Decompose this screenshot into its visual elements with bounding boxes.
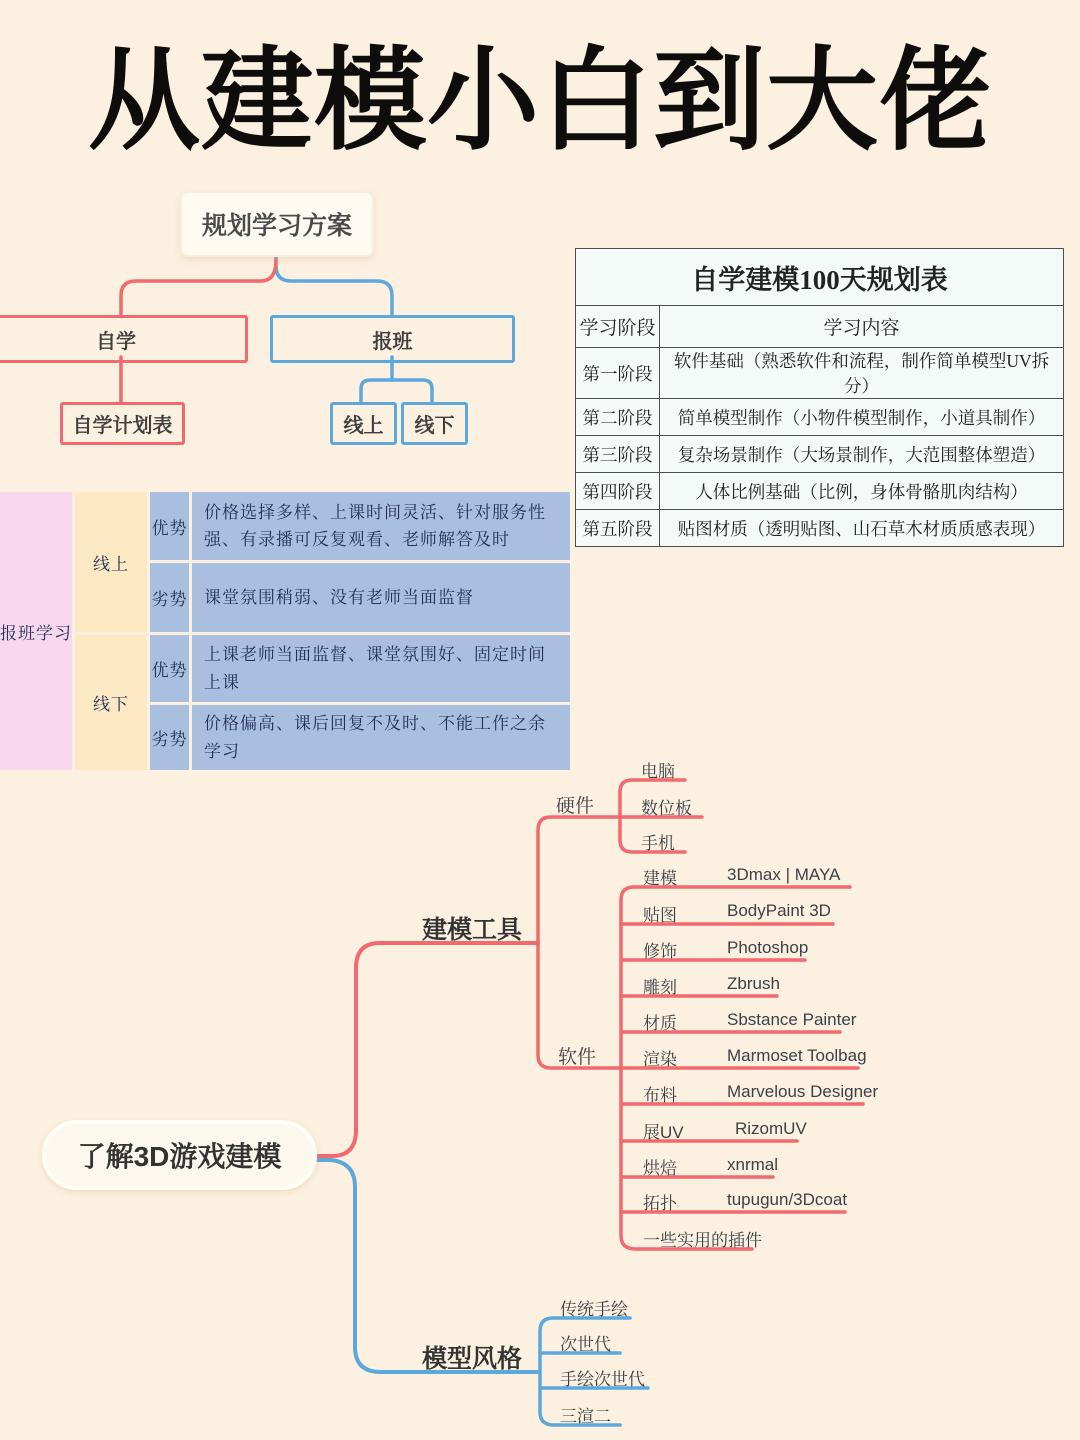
mindmap-sw-item-label: 材质 (643, 1014, 677, 1033)
page-title: 从建模小白到大佬 (88, 38, 992, 163)
compare-rowheader-label: 报班学习 (0, 623, 72, 643)
plan-table-cell-content: 复杂场景制作（大场景制作，大范围整体塑造） (660, 436, 1064, 473)
compare-group-online-label: 线上 (93, 554, 129, 574)
plan-table-cell-stage: 第四阶段 (576, 473, 660, 510)
plan-table-title: 自学建模100天规划表 (576, 249, 1064, 306)
mindmap-group-hardware: 硬件 (556, 796, 595, 817)
flow-node-root (180, 191, 374, 257)
plan-table-cell-stage: 第二阶段 (576, 399, 660, 436)
mindmap-sw-item-value: Marvelous Designer (727, 1082, 879, 1101)
compare-label-cell (150, 492, 189, 560)
flow-node-offline (401, 402, 468, 445)
flow-line-root-to-enroll (276, 248, 392, 314)
mindmap-sw-item-label: 雕刻 (643, 978, 677, 997)
plan-table-header-content: 学习内容 (660, 306, 1064, 348)
mindmap-root-label: 了解3D游戏建模 (77, 1141, 282, 1172)
flow-node-self-study-label: 自学 (96, 330, 136, 353)
compare-text-cell (192, 492, 570, 560)
mindmap-sw-item-label: 烘焙 (643, 1159, 677, 1178)
mindmap-style-item: 三渲二 (560, 1407, 611, 1426)
compare-group-offline-cell (75, 635, 147, 770)
mindmap-sw-item-label: 拓扑 (643, 1194, 677, 1213)
flow-node-root-label: 规划学习方案 (201, 212, 352, 240)
plan-table-header-stage: 学习阶段 (576, 306, 660, 348)
mindmap-hw-item: 数位板 (641, 799, 692, 818)
plan-table-cell-stage: 第一阶段 (576, 348, 660, 399)
plan-table-cell-stage: 第三阶段 (576, 436, 660, 473)
compare-text: 价格选择多样、上课时间灵活、针对服务性强、有录播可反复观看、老师解答及时 (204, 502, 546, 549)
mindmap-sw-item-value: Zbrush (727, 974, 780, 993)
mindmap-sw-item-label: 展UV (643, 1123, 684, 1142)
flow-node-enroll-label: 报班 (372, 330, 413, 353)
flow-node-offline-label: 线下 (414, 415, 455, 437)
compare-text-cell (192, 563, 570, 632)
mindmap-sw-item-label: 布料 (643, 1086, 677, 1105)
plan-table-cell-content: 软件基础（熟悉软件和流程，制作简单模型UV拆分） (660, 348, 1064, 399)
mindmap-branch-styles: 模型风格 (421, 1345, 522, 1373)
compare-label: 劣势 (151, 590, 188, 609)
flow-node-self-study-plan-label: 自学计划表 (72, 415, 173, 437)
mindmap-sw-item-value: tupugun/3Dcoat (727, 1190, 848, 1209)
mindmap-sw-item-label: 修饰 (643, 942, 677, 961)
mindmap-sw-item-value: Photoshop (727, 938, 809, 957)
flow-node-self-study-plan (60, 402, 185, 445)
mindmap-sw-item-value: BodyPaint 3D (727, 901, 831, 920)
mindmap-style-item: 次世代 (560, 1335, 611, 1354)
mindmap-sw-item-label: 渲染 (643, 1050, 677, 1069)
mindmap-sw-item-value: 3Dmax | MAYA (727, 865, 841, 884)
compare-text-cell (192, 705, 570, 770)
mindmap-hw-item: 手机 (641, 834, 675, 853)
flow-node-enroll (270, 315, 515, 363)
mind-line-root-to-tools (318, 943, 538, 1156)
plan-table-cell-content: 贴图材质（透明贴图、山石草木材质质感表现） (660, 510, 1064, 547)
plan-table (575, 248, 1064, 547)
compare-text: 上课老师当面监督、课堂氛围好、固定时间上课 (204, 645, 546, 692)
compare-group-online-cell (75, 492, 147, 632)
mindmap-sw-item-label: 贴图 (643, 906, 677, 925)
mindmap-branch-tools: 建模工具 (421, 916, 522, 944)
flow-node-online (330, 402, 397, 445)
compare-label: 劣势 (151, 730, 188, 749)
mindmap-group-software: 软件 (558, 1047, 597, 1068)
flow-node-online-label: 线上 (343, 415, 384, 437)
compare-rowheader-cell (0, 492, 72, 770)
plan-table-cell-content: 人体比例基础（比例，身体骨骼肌肉结构） (660, 473, 1064, 510)
mindmap-hw-item: 电脑 (641, 762, 675, 781)
flow-line-root-to-selfstudy (121, 260, 276, 314)
mindmap-sw-item-value: Sbstance Painter (727, 1010, 857, 1029)
compare-label: 优势 (151, 518, 188, 538)
compare-text: 课堂氛围稍弱、没有老师当面监督 (204, 587, 474, 607)
mindmap-sw-item-label: 建模 (643, 869, 677, 888)
compare-text-cell (192, 635, 570, 702)
mindmap-sw-item-value: xnrmal (727, 1155, 779, 1174)
compare-label-cell (150, 563, 189, 632)
compare-group-offline-label: 线下 (93, 695, 129, 714)
mindmap-sw-item-value: Marmoset Toolbag (727, 1046, 867, 1065)
mindmap-sw-item-value: RizomUV (735, 1119, 807, 1138)
mindmap-root-node (42, 1120, 317, 1190)
plan-table-cell-stage: 第五阶段 (576, 510, 660, 547)
compare-label: 优势 (151, 661, 188, 680)
mindmap-style-item: 传统手绘 (560, 1300, 628, 1319)
mindmap-style-item: 手绘次世代 (560, 1370, 645, 1389)
flow-line-enroll-fork (361, 380, 432, 402)
mindmap-sw-item-label: 一些实用的插件 (643, 1231, 762, 1250)
plan-table-cell-content: 简单模型制作（小物件模型制作，小道具制作） (660, 399, 1064, 436)
compare-label-cell (150, 705, 189, 770)
compare-text: 价格偏高、课后回复不及时、不能工作之余学习 (204, 714, 546, 761)
flow-node-self-study (0, 315, 248, 363)
compare-label-cell (150, 635, 189, 702)
